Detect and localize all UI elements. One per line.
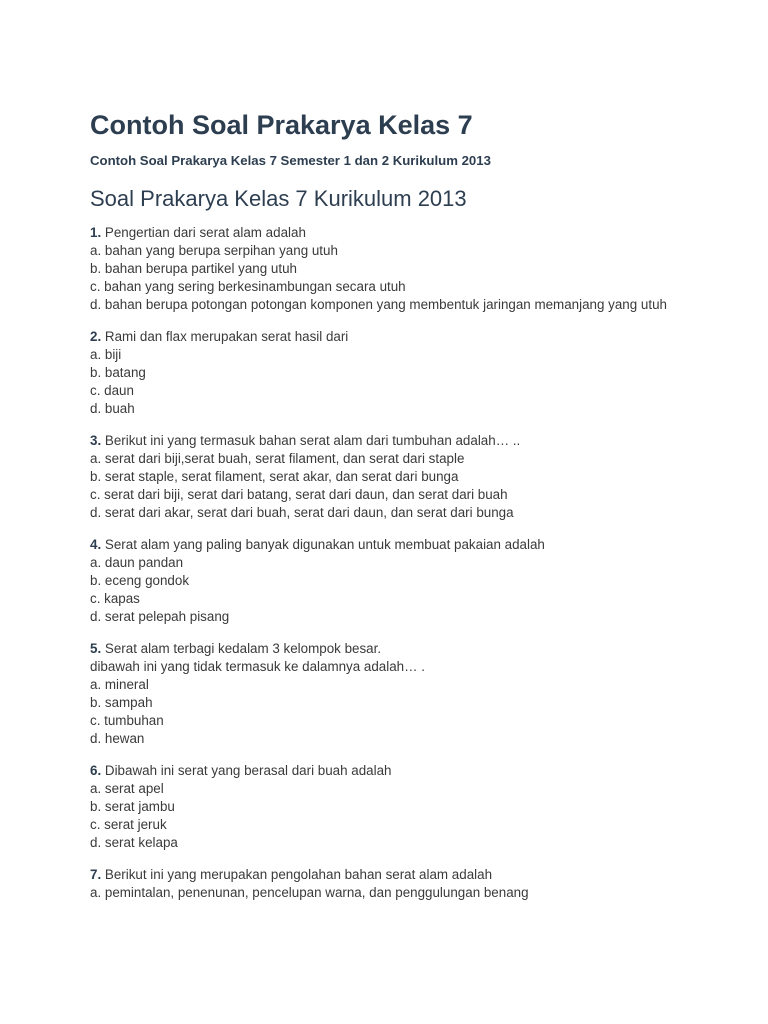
answer-option: c. daun [90, 383, 134, 398]
answer-option: d. buah [90, 401, 135, 416]
answer-option: a. serat apel [90, 781, 164, 796]
question-number: 2. [90, 329, 102, 344]
answer-option: c. tumbuhan [90, 713, 164, 728]
question-text [90, 224, 690, 242]
answer-option: a. biji [90, 347, 122, 362]
question-text-content: Serat alam terbagi kedalam 3 kelompok besar. [104, 641, 382, 656]
question-text-content: Rami dan flax merupakan serat hasil dari [104, 329, 349, 344]
section-heading: Soal Prakarya Kelas 7 Kurikulum 2013 [90, 186, 467, 211]
question-text-content: Pengertian dari serat alam adalah [104, 225, 306, 240]
question-number: 7. [90, 867, 102, 882]
question-3 [90, 432, 690, 522]
question-number: 6. [90, 763, 102, 778]
answer-option: b. serat staple, serat filament, serat akar, dan serat dari bunga [90, 469, 459, 484]
question-text [90, 658, 690, 676]
question-text-content: dibawah ini yang tidak termasuk ke dalamnya adalah… . [90, 659, 425, 674]
answer-option: a. daun pandan [90, 555, 184, 570]
answer-option: a. serat dari biji,serat buah, serat filament, dan serat dari staple [90, 451, 465, 466]
answer-option: b. sampah [90, 695, 153, 710]
answer-option: d. serat pelepah pisang [90, 609, 230, 624]
question-number: 1. [90, 225, 102, 240]
question-text-content: Berikut ini yang termasuk bahan serat alam dari tumbuhan adalah… .. [104, 433, 521, 448]
question-number: 5. [90, 641, 102, 656]
page-subtitle: Contoh Soal Prakarya Kelas 7 Semester 1 dan 2 Kurikulum 2013 [90, 153, 491, 168]
page-title: Contoh Soal Prakarya Kelas 7 [90, 110, 473, 140]
question-text [90, 762, 690, 780]
question-text-content: Berikut ini yang merupakan pengolahan bahan serat alam adalah [104, 867, 493, 882]
question-6 [90, 762, 690, 852]
question-text-content: Dibawah ini serat yang berasal dari buah adalah [104, 763, 392, 778]
question-text [90, 640, 690, 658]
question-text [90, 432, 690, 450]
question-text [90, 328, 690, 346]
answer-option: c. serat jeruk [90, 817, 167, 832]
question-5 [90, 640, 690, 748]
question-4 [90, 536, 690, 626]
answer-option: a. mineral [90, 677, 149, 692]
answer-option: b. serat jambu [90, 799, 175, 814]
question-2 [90, 328, 690, 418]
answer-option: b. batang [90, 365, 146, 380]
question-7 [90, 866, 690, 902]
question-list [90, 224, 690, 916]
answer-option: a. bahan yang berupa serpihan yang utuh [90, 243, 338, 258]
answer-option: d. hewan [90, 731, 145, 746]
answer-option: d. serat kelapa [90, 835, 178, 850]
answer-option: c. serat dari biji, serat dari batang, serat dari daun, dan serat dari buah [90, 487, 508, 502]
answer-option: c. bahan yang sering berkesinambungan secara utuh [90, 279, 406, 294]
answer-option: b. bahan berupa partikel yang utuh [90, 261, 297, 276]
question-number: 4. [90, 537, 102, 552]
answer-option: a. pemintalan, penenunan, pencelupan warna, dan penggulungan benang [90, 885, 529, 900]
question-number: 3. [90, 433, 102, 448]
question-1 [90, 224, 690, 314]
question-text-content: Serat alam yang paling banyak digunakan untuk membuat pakaian adalah [104, 537, 545, 552]
question-text [90, 536, 690, 554]
question-text [90, 866, 690, 884]
answer-option: b. eceng gondok [90, 573, 190, 588]
answer-option: d. serat dari akar, serat dari buah, serat dari daun, dan serat dari bunga [90, 505, 514, 520]
answer-option: c. kapas [90, 591, 140, 606]
answer-option: d. bahan berupa potongan potongan komponen yang membentuk jaringan memanjang yang utuh [90, 297, 667, 312]
